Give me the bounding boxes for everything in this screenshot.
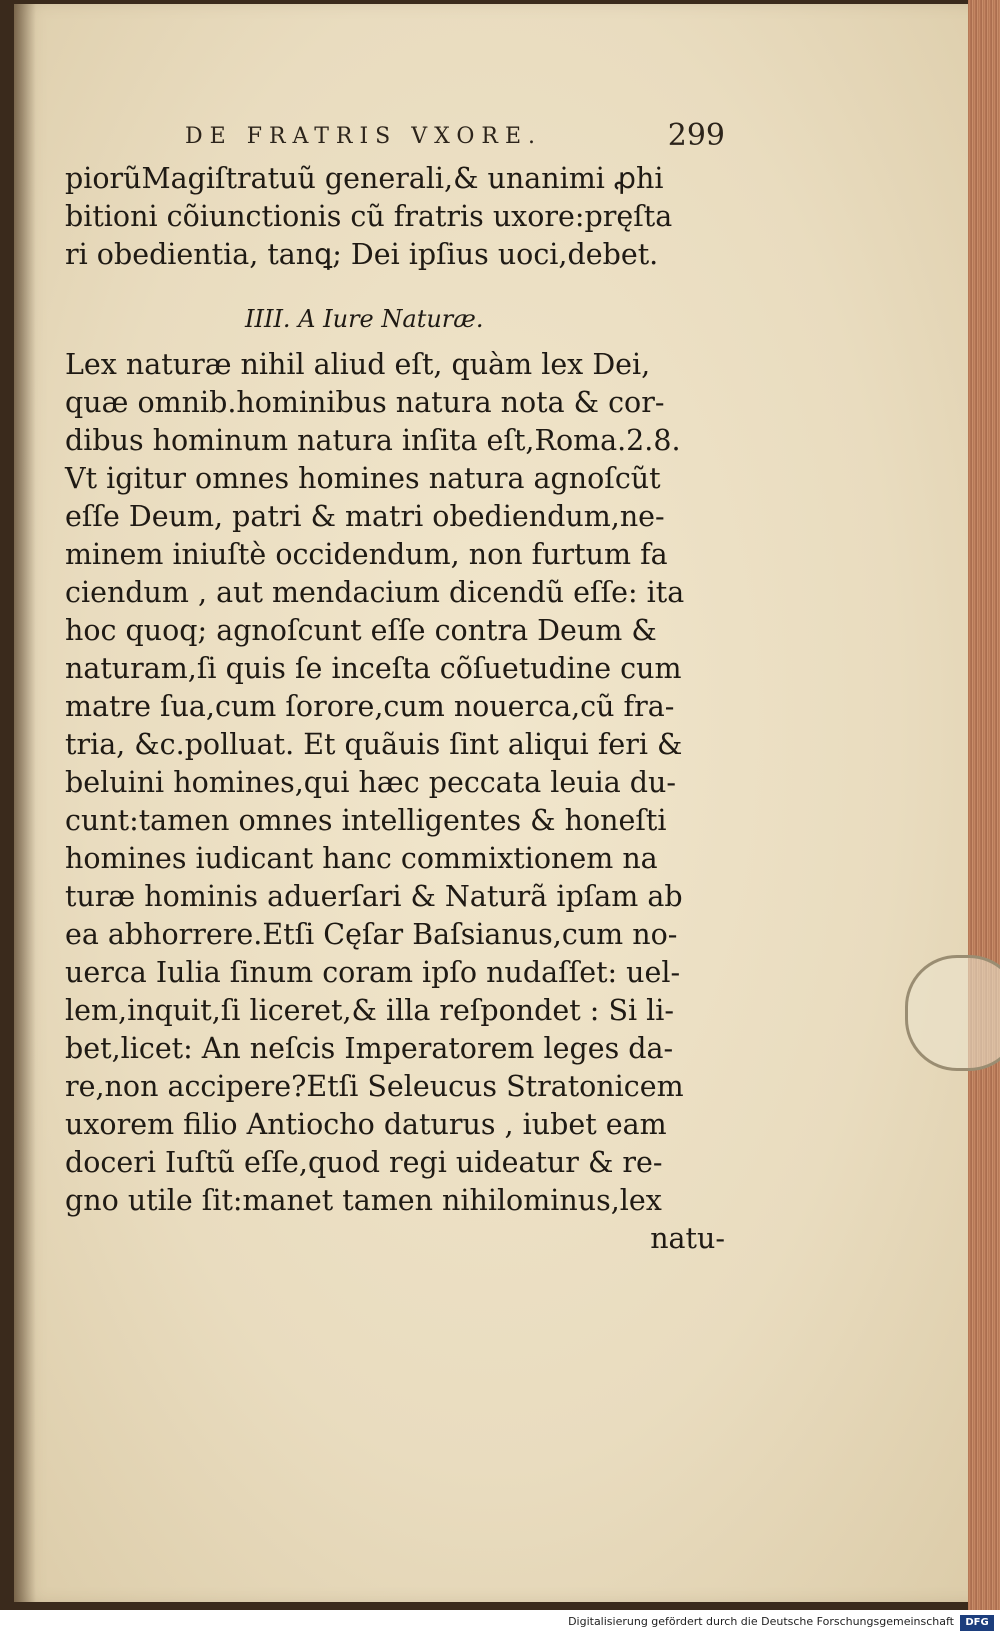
section-heading: IIII. A Iure Naturæ. [245,305,484,333]
text-line: ciendum , aut mendacium dicendũ eſſe: ita [65,576,685,609]
text-line: naturam,ſi quis ſe inceſta cõſuetudine cum [65,652,682,685]
funding-credit: Digitalisierung gefördert durch die Deutsche Forschungsgemeinschaft [568,1615,954,1628]
text-line: uxorem filio Antiocho daturus , iubet eam [65,1108,667,1141]
text-line: bitioni cõiunctionis cũ fratris uxore:pręſta [65,200,673,233]
spine-shadow [14,4,36,1602]
text-line: eſſe Deum, patri & matri obediendum,ne- [65,500,665,533]
digitization-footer [0,1612,1000,1634]
text-line: re,non accipere?Etſi Seleucus Stratonicem [65,1070,684,1103]
page-clip-outline [905,955,1000,1071]
text-line: uerca Iulia ſinum coram ipſo nudaſſet: uel- [65,956,681,989]
text-line: turæ hominis aduerſari & Naturã ipſam ab [65,880,683,913]
text-line: piorũMagiſtratuũ generali,& unanimi ꝓhi [65,162,664,195]
text-line: tria, &c.polluat. Et quãuis ſint aliqui feri & [65,728,683,761]
catchword: natu- [650,1222,725,1255]
text-line: Lex naturæ nihil aliud eſt, quàm lex Dei, [65,348,651,381]
text-line: quæ omnib.hominibus natura nota & cor- [65,386,665,419]
page-edges [968,0,1000,1610]
text-line: Vt igitur omnes homines natura agnoſcũt [65,462,661,495]
text-line: minem iniuſtè occidendum, non furtum fa [65,538,668,571]
text-line: hoc quoq; agnoſcunt eſſe contra Deum & [65,614,657,647]
text-line: gno utile ſit:manet tamen nihilominus,lex [65,1184,662,1217]
dfg-logo: DFG [960,1615,994,1631]
main-text [65,160,745,1258]
page-number: 299 [667,118,725,153]
text-line: homines iudicant hanc commixtionem na [65,842,658,875]
text-line: dibus hominum natura inſita eſt,Roma.2.8. [65,424,681,457]
text-line: bet,licet: An neſcis Imperatorem leges da- [65,1032,674,1065]
text-line: cunt:tamen omnes intelligentes & honeſti [65,804,667,837]
running-head [185,118,725,154]
text-line: beluini homines,qui hæc peccata leuia du- [65,766,676,799]
text-line: ri obedientia, tanꝗ; Dei ipſius uoci,debet. [65,238,659,271]
text-line: doceri Iuſtũ eſſe,quod regi uideatur & re- [65,1146,663,1179]
text-line: ea abhorrere.Etſi Cęſar Baſsianus,cum no- [65,918,678,951]
running-title: DE FRATRIS VXORE. [185,124,543,149]
text-line: lem,inquit,ſi liceret,& illa reſpondet : Si li- [65,994,675,1027]
text-line: matre ſua,cum ſorore,cum nouerca,cũ fra- [65,690,675,723]
